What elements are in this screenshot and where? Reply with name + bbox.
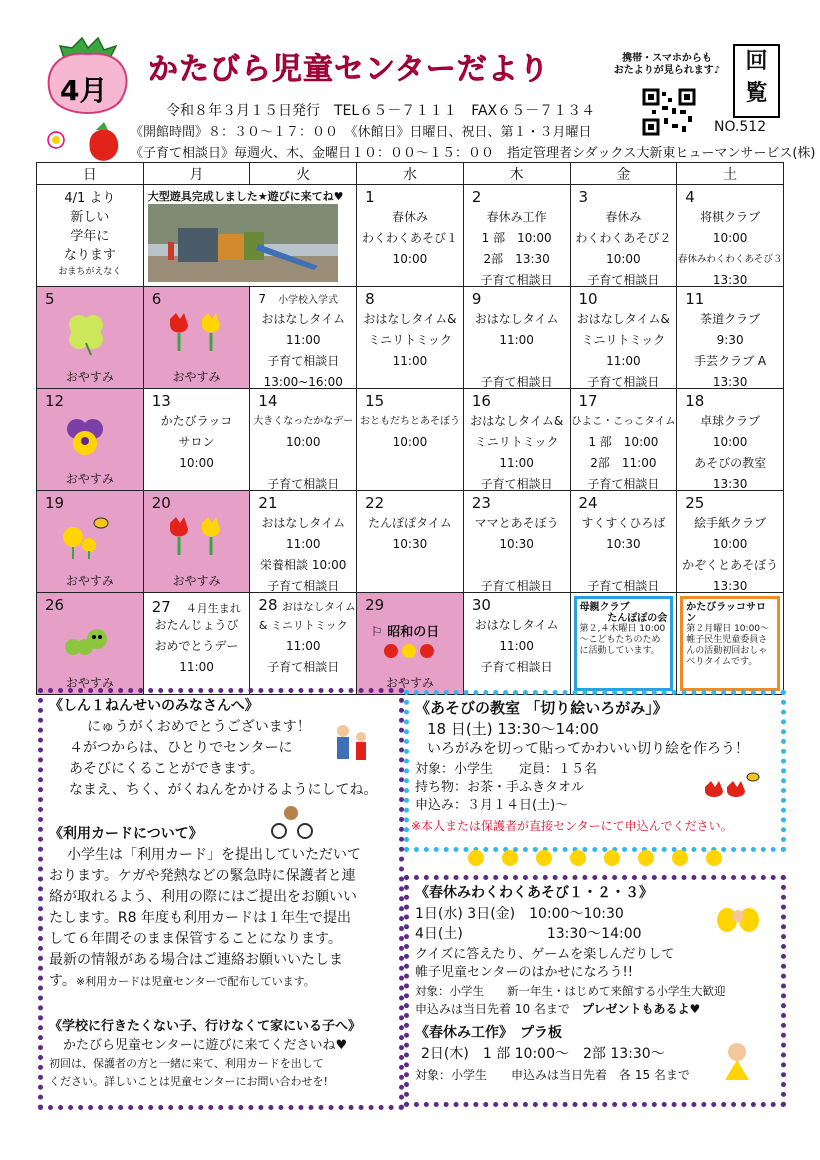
day-number: 23 — [471, 494, 491, 512]
calendar-cell — [357, 389, 464, 491]
calendar-cell — [463, 389, 570, 491]
cell-line: 10:00 — [712, 435, 748, 449]
cell-line: 10:00 — [712, 537, 748, 551]
day-number: 4 — [685, 188, 695, 206]
day-number: 10 — [578, 290, 598, 308]
circulation-stamp-char: 覧 — [745, 81, 768, 106]
calendar-cell — [463, 491, 570, 593]
cell-line: 子育て相談日 — [480, 273, 553, 287]
section-heading: 《春休みわくわくあそび１・２・３》 — [415, 885, 653, 901]
cell-line: 子育て相談日 — [587, 477, 660, 491]
cell-line: 11:00 — [499, 639, 534, 653]
weekday-header: 金 — [570, 163, 677, 185]
text-line: なまえ、ちく、がくねんをかけるようにしてね。 — [69, 782, 378, 798]
calendar-cell — [463, 287, 570, 389]
calendar-cell — [250, 491, 357, 593]
text-line: 絡が取れるよう、利用の際にはご提出をお願いい — [49, 889, 357, 905]
cell-line: 春休み — [605, 210, 642, 224]
calendar-cell — [570, 593, 677, 695]
calendar-cell — [570, 287, 677, 389]
text-line: 初回は、保護者の方と一緒に来て、利用カードを出して — [49, 1057, 324, 1070]
calendar-week — [37, 593, 784, 695]
cell-line: 11:00 — [285, 537, 321, 551]
text-line: にゅうがくおめでとうございます！ — [87, 719, 311, 735]
cell-line: おたんじょうび — [154, 618, 239, 632]
closed-label: おやすみ — [385, 676, 434, 690]
event-date: 1日(水) 3日(金) 10:00～10:30 — [415, 906, 624, 922]
cell-line: 10:30 — [499, 537, 534, 551]
box-body: 第２,４木曜日 10:00～こどもたちのために活動しています。 — [579, 624, 666, 656]
cell-line: 13:30 — [712, 477, 748, 491]
section-text — [49, 1055, 399, 1091]
cell-line: 子育て相談日 — [267, 579, 340, 593]
day-number: 14 — [258, 392, 278, 410]
cell-line-spacer — [464, 351, 570, 372]
tulips-bee-icon — [699, 769, 763, 813]
cell-line: & ミニリトミック — [258, 619, 348, 632]
calendar-cell — [677, 593, 784, 695]
holiday-name: 昭和の日 — [387, 625, 440, 640]
calendar-cell — [143, 389, 250, 491]
bear-bicycle-icon — [269, 803, 315, 839]
cell-line: ひよこ・こっこタイム — [571, 415, 676, 427]
calendar-cell-photo — [143, 185, 356, 287]
closed-label: おやすみ — [172, 574, 221, 588]
spring-break-panel — [404, 875, 786, 1107]
cell-line: 1 部 10:00 — [588, 435, 659, 449]
cell-head: 小学校入学式 — [278, 295, 339, 306]
calendar-cell — [357, 491, 464, 593]
cell-line: 大きくなったかなデー — [253, 416, 354, 427]
calendar-week — [37, 389, 784, 491]
caterpillar-icon — [63, 617, 109, 661]
box-title: かたびラッコサロン — [686, 602, 767, 624]
day-number: 3 — [578, 188, 589, 206]
text-line: 小学生は「利用カード」を提出していただいて — [67, 847, 361, 863]
box-title: 母親クラブ — [579, 602, 630, 613]
day-number — [152, 596, 241, 617]
text-line: あそびにくることができます。 — [69, 761, 264, 777]
calendar-cell — [570, 389, 677, 491]
cell-line: 4/1 より — [64, 191, 116, 206]
publish-and-contact: 令和８年３月１５日発行 TEL６５－７１１１ FAX６５－７１３４ — [166, 103, 596, 119]
event-target: 対象：小学生 定員：１５名 — [415, 762, 598, 777]
calendar-cell — [570, 185, 677, 287]
calendar-cell — [357, 287, 464, 389]
apply-text: 申込みは当日先着 10 名まで — [415, 1002, 570, 1016]
cell-line: 10:30 — [392, 537, 428, 551]
cell-line-spacer — [250, 453, 356, 474]
calendar-cell — [677, 389, 784, 491]
cell-line: 10:00 — [179, 456, 214, 470]
present-note: プレゼントもあるよ♥ — [581, 1002, 701, 1016]
cell-line: 11:00 — [392, 354, 428, 368]
day-number: 30 — [471, 596, 491, 614]
flag-icon: ⚐ — [371, 625, 383, 640]
warning-text: ※本人または保護者が直接センターにて申込んでください。 — [411, 819, 733, 833]
cell-line: あそびの教室 — [694, 456, 767, 470]
cell-line: 手芸クラブ A — [694, 354, 767, 368]
cell-line: 10:00 — [285, 435, 321, 449]
cell-line: ミニリトミック — [474, 435, 559, 449]
calendar-cell-holiday — [37, 287, 144, 389]
paper-cutting-class-panel — [404, 690, 786, 852]
consultation-days: 《子育て相談日》毎週火、木、金曜日１０：００～１５：００ 指定管理者シダックス大新東ヒューマンサービス(株) — [130, 146, 816, 161]
cell-line: 将棋クラブ — [700, 210, 761, 224]
photo-caption: 大型遊具完成しました★遊びに来てね♥ — [147, 190, 344, 203]
cell-line: ミニリトミック — [368, 333, 452, 347]
day-number: 15 — [365, 392, 385, 410]
calendar-cell — [570, 491, 677, 593]
text-line: たします。R8 年度も利用カードは１年生で提出 — [49, 910, 351, 926]
calendar-cell-holiday — [37, 389, 144, 491]
cell-line: おはなしタイム& — [470, 414, 564, 428]
cell-line: 栄養相談 10:00 — [260, 558, 347, 572]
clover-icon — [61, 309, 111, 357]
cell-line: 11:00 — [499, 456, 534, 470]
event-description: 帷子児童センターのはかせになろう!! — [415, 965, 633, 980]
cell-line: たんぽぽタイム — [368, 516, 452, 530]
butterfly-girl-icon — [715, 902, 761, 942]
cell-line: 絵手紙クラブ — [694, 516, 767, 530]
event-description: クイズに答えたり、ゲームを楽しんだりして — [415, 947, 675, 962]
day-number: 18 — [685, 392, 705, 410]
cell-line: 13:00~16:00 — [263, 375, 343, 389]
text-line: おります。ケガや発熱などの緊急時に保護者と連 — [49, 868, 356, 884]
pansy-icon — [63, 415, 107, 459]
day-number: 20 — [151, 494, 171, 512]
qr-code-icon[interactable] — [642, 88, 696, 136]
cell-line: 10:00 — [606, 252, 641, 266]
section-heading: 《学校に行きたくない子、行けなくて家にいる子へ》 — [49, 1019, 362, 1034]
closed-label: おやすみ — [172, 370, 221, 384]
cell-line: おまちがえなく — [58, 267, 122, 277]
calendar-cell — [37, 185, 144, 287]
day-number: 21 — [258, 494, 278, 512]
day-number-value: 27 — [151, 598, 171, 616]
cell-line: おはなしタイム — [474, 618, 559, 632]
cell-line: かたびラッコ — [160, 414, 233, 428]
event-date: 2日(木) 1 部 10:00～ 2部 13:30～ — [421, 1046, 665, 1062]
calendar-cell-holiday — [143, 491, 250, 593]
cell-line: 子育て相談日 — [480, 579, 553, 593]
flower-and-strawberry-icon — [42, 120, 142, 164]
notice-panel-left — [38, 688, 404, 1110]
text-line: す。 — [49, 973, 76, 989]
day-number: 12 — [45, 392, 65, 410]
weekday-header: 月 — [143, 163, 250, 185]
section-text — [69, 717, 369, 780]
cell-line: わくわくあそび２ — [575, 231, 672, 245]
day-number: 1 — [365, 188, 375, 206]
cell-line: 10:30 — [606, 537, 641, 551]
calendar-cell — [463, 185, 570, 287]
calendar-cell-holiday — [37, 593, 144, 695]
day-number: 5 — [45, 290, 55, 308]
day-number: 19 — [45, 494, 65, 512]
issue-number: NO.512 — [714, 119, 767, 135]
circulation-stamp-char: 回 — [745, 49, 768, 74]
cell-line: 子育て相談日 — [267, 477, 340, 491]
calendar-cell — [677, 185, 784, 287]
flower-row-decoration — [462, 846, 732, 870]
calendar-cell — [677, 491, 784, 593]
weekday-header: 土 — [677, 163, 784, 185]
day-number: 17 — [578, 392, 598, 410]
mothers-club-box — [574, 596, 674, 691]
text-line: ください。詳しいことは児童センターにお問い合わせを! — [49, 1075, 328, 1088]
dandelion-bee-icon — [55, 515, 115, 561]
day-number: 13 — [151, 392, 171, 410]
calendar-cell — [250, 593, 357, 695]
cell-line: 子育て相談日 — [267, 660, 340, 674]
day-number — [258, 290, 338, 307]
event-apply — [415, 1000, 700, 1018]
cell-line: おはなしタイム — [474, 312, 559, 326]
closed-label: おやすみ — [65, 472, 114, 486]
opening-hours: 《開館時間》８：３０～１７：００ 《休館日》日曜日、祝日、第１・３月曜日 — [130, 125, 592, 140]
day-number: 2 — [471, 188, 482, 206]
day-number: 29 — [365, 596, 385, 614]
cell-line: ミニリトミック — [581, 333, 666, 347]
text-line: かたびら児童センターに遊びに来てくださいね♥ — [63, 1038, 348, 1053]
cell-line: おはなしタイム — [261, 516, 346, 530]
box-body: 第２月曜日 10:00～帷子民生児童委員さんの活動初回おしゃべりタイムです。 — [686, 624, 770, 667]
cell-line: すくすくひろば — [581, 516, 666, 530]
cell-line: 子育て相談日 — [480, 660, 553, 674]
cell-line: 子育て相談日 — [267, 354, 340, 368]
day-number: 16 — [471, 392, 491, 410]
text-line: して６年間そのまま保管することになります。 — [49, 931, 342, 947]
circulation-stamp — [733, 44, 780, 118]
cell-line: おはなしタイム& — [576, 312, 670, 326]
section-heading: 《春休み工作》 プラ板 — [415, 1025, 562, 1041]
calendar-cell — [250, 389, 357, 491]
cell-line-spacer — [464, 555, 570, 576]
text-line: ４がつからは、ひとりでセンターに — [69, 740, 293, 756]
calendar-week — [37, 287, 784, 389]
holiday-label — [371, 621, 439, 640]
day-number: 25 — [685, 494, 705, 512]
cell-line: 10:00 — [712, 231, 748, 245]
cell-line: 13:30 — [712, 375, 748, 389]
salon-box — [680, 596, 780, 691]
strawberry-month-badge — [42, 36, 134, 126]
cell-line: 10:00 — [392, 435, 428, 449]
day-number: 26 — [45, 596, 65, 614]
event-calendar — [36, 162, 784, 695]
cell-line: なります — [63, 248, 116, 263]
tulips-icon — [162, 311, 232, 355]
cell-head: おはなしタイム — [282, 601, 356, 613]
event-date: 18 日(土) 13:30～14:00 — [427, 720, 599, 738]
cell-line: 子育て相談日 — [587, 375, 660, 389]
cell-line: おはなしタイム& — [363, 312, 457, 326]
flowers-icon — [379, 641, 439, 661]
day-number: 8 — [365, 290, 375, 308]
section-heading: 《しん１ねんせいのみなさんへ》 — [49, 698, 259, 714]
cell-head: ４月生まれ — [185, 602, 241, 615]
event-target: 対象：小学生 新一年生・はじめて来館する小学生大歓迎 — [415, 984, 726, 998]
cell-line: 子育て相談日 — [587, 579, 660, 593]
cell-line: 春休み — [391, 210, 428, 224]
mobile-note-line: 携帯・スマホからも — [622, 53, 712, 64]
cell-line: 2部 11:00 — [590, 456, 657, 470]
cell-line: 子育て相談日 — [480, 477, 553, 491]
calendar-cell — [357, 185, 464, 287]
cell-line: ママとあそぼう — [474, 516, 559, 530]
calendar-week — [37, 185, 784, 287]
section-heading: 《利用カードについて》 — [49, 826, 203, 842]
cell-line: 子育て相談日 — [480, 375, 553, 389]
day-number — [258, 596, 355, 614]
event-description: いろがみを切って貼ってかわいい切り絵を作ろう！ — [427, 741, 749, 757]
cell-line: おともだちとあそぼう — [359, 416, 460, 427]
calendar-cell-holiday — [143, 287, 250, 389]
cell-line: 13:30 — [712, 579, 748, 593]
day-number: 6 — [151, 290, 162, 308]
text-line: 最新の情報がある場合はご連絡お願いいたしま — [49, 952, 343, 968]
day-number-value: 28 — [258, 596, 278, 614]
cell-line: 春休みわくわくあそび３ — [677, 254, 783, 265]
cell-line: 春休み工作 — [486, 210, 547, 224]
cell-line: 11:00 — [285, 333, 321, 347]
day-number: 11 — [685, 290, 705, 308]
calendar-week — [37, 491, 784, 593]
event-apply: 申込み：３月１４日(土)～ — [415, 798, 569, 813]
calendar-cell — [143, 593, 250, 695]
newsletter-title: かたびら児童センターだより — [148, 52, 550, 87]
cell-line: 卓球クラブ — [700, 414, 761, 428]
calendar-cell — [250, 287, 357, 389]
weekday-header: 水 — [357, 163, 464, 185]
cell-line: おめでとうデー — [154, 639, 239, 653]
month-label: 4月 — [60, 74, 108, 107]
mobile-note-line: おたよりが見られます♪ — [613, 65, 721, 76]
closed-label: おやすみ — [65, 676, 114, 690]
newsletter-header — [0, 0, 820, 165]
section-heading: 《あそびの教室 「切り絵いろがみ」》 — [415, 699, 668, 717]
cell-line: 9:30 — [716, 333, 744, 347]
calendar-cell — [677, 287, 784, 389]
cell-line: 10:00 — [392, 252, 428, 266]
calendar-cell-holiday — [37, 491, 144, 593]
mobile-note — [604, 53, 730, 77]
cell-line: わくわくあそび１ — [361, 231, 458, 245]
day-number: 9 — [471, 290, 482, 308]
cell-line: おはなしタイム — [261, 312, 346, 326]
calendar-cell-holiday — [357, 593, 464, 695]
cell-line-spacer — [571, 555, 677, 576]
event-bring: 持ち物：お茶・手ふきタオル — [415, 780, 585, 795]
weekday-header: 火 — [250, 163, 357, 185]
calendar-cell — [463, 593, 570, 695]
cell-line: 子育て相談日 — [587, 273, 660, 287]
section-text — [49, 845, 394, 992]
cell-line: 13:30 — [712, 273, 748, 287]
text-note: ※利用カードは児童センターで配布しています。 — [75, 975, 315, 988]
cell-line: 2部 13:30 — [483, 252, 550, 266]
cell-line: 11:00 — [285, 639, 321, 653]
weekday-header: 日 — [37, 163, 144, 185]
box-title: たんぽぽの会 — [607, 613, 668, 624]
playground-photo — [148, 204, 338, 282]
day-number-value: 7 — [258, 292, 267, 306]
cell-line: サロン — [178, 435, 215, 449]
cell-line: 11:00 — [179, 660, 214, 674]
cell-line: 新しい — [70, 210, 110, 225]
cell-line: 1 部 10:00 — [481, 231, 552, 245]
cell-line: かぞくとあそぼう — [682, 558, 779, 572]
tulips-icon — [162, 515, 232, 559]
day-number: 24 — [578, 494, 598, 512]
girl-illustration-icon — [717, 1040, 757, 1084]
cell-line: 11:00 — [499, 333, 534, 347]
event-date: 4日(土) 13:30～14:00 — [415, 926, 642, 942]
closed-label: おやすみ — [65, 370, 114, 384]
cell-line: 茶道クラブ — [700, 312, 761, 326]
weekday-header-row — [37, 163, 784, 185]
cell-line: 11:00 — [606, 354, 641, 368]
event-target: 対象：小学生 申込みは当日先着 各 15 名まで — [415, 1068, 690, 1082]
closed-label: おやすみ — [65, 574, 114, 588]
weekday-header: 木 — [463, 163, 570, 185]
cell-line: 学年に — [70, 229, 110, 244]
day-number: 22 — [365, 494, 385, 512]
